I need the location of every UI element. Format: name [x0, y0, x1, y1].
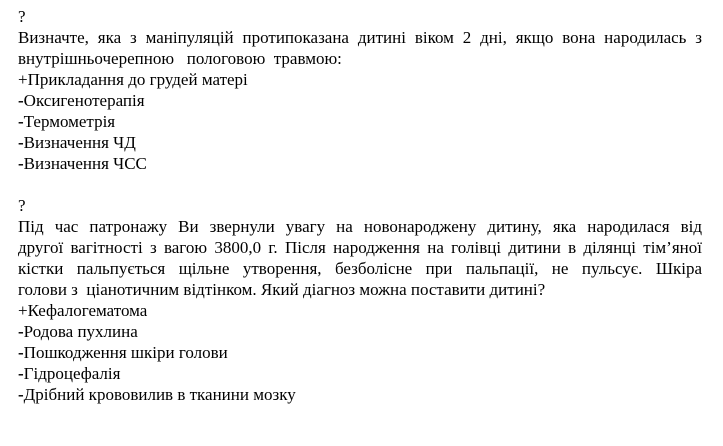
question-stem-line: другої вагітності з вагою 3800,0 г. Після народження на голівці дитини в ділянці тім’яної: [18, 238, 702, 257]
option-dash-marker: -: [18, 133, 24, 152]
option-dash-marker: -: [18, 343, 24, 362]
option-dash-marker: -: [18, 385, 24, 404]
answer-option: -Визначення ЧСС: [18, 154, 147, 173]
question-stem-line: Визначте, яка з маніпуляцій протипоказана дитині віком 2 дні, якщо вона народилась з: [18, 28, 702, 47]
answer-option: -Термометрія: [18, 112, 116, 131]
answer-option-correct: +Кефалогематома: [18, 301, 148, 320]
option-dash-marker: -: [18, 91, 24, 110]
question-marker: ?: [18, 196, 26, 215]
answer-option: -Родова пухлина: [18, 322, 138, 341]
question-stem-line: кістки пальпується щільне утворення, безболісне при пальпації, не пульсує. Шкіра: [18, 259, 702, 278]
question-block: [18, 195, 702, 405]
question-stem-line: внутрішньочерепною пологовою травмою:: [18, 49, 342, 68]
answer-option: -Дрібний крововилив в тканини мозку: [18, 385, 296, 404]
answer-option: -Гідроцефалія: [18, 364, 121, 383]
answer-option: -Оксигенотерапія: [18, 91, 145, 110]
document-page: [18, 4, 702, 405]
answer-option: -Пошкодження шкіри голови: [18, 343, 228, 362]
question-marker: ?: [18, 7, 26, 26]
option-dash-marker: -: [18, 364, 24, 383]
option-dash-marker: -: [18, 322, 24, 341]
question-stem-line: голови з ціанотичним відтінком. Який діагноз можна поставити дитині?: [18, 280, 546, 299]
question-stem-line: Під час патронажу Ви звернули увагу на новонароджену дитину, яка народилася від: [18, 217, 702, 236]
blank-line: [18, 174, 702, 195]
answer-option: -Визначення ЧД: [18, 133, 136, 152]
option-dash-marker: -: [18, 154, 24, 173]
option-dash-marker: -: [18, 112, 24, 131]
question-block: [18, 6, 702, 174]
answer-option-correct: +Прикладання до грудей матері: [18, 70, 248, 89]
